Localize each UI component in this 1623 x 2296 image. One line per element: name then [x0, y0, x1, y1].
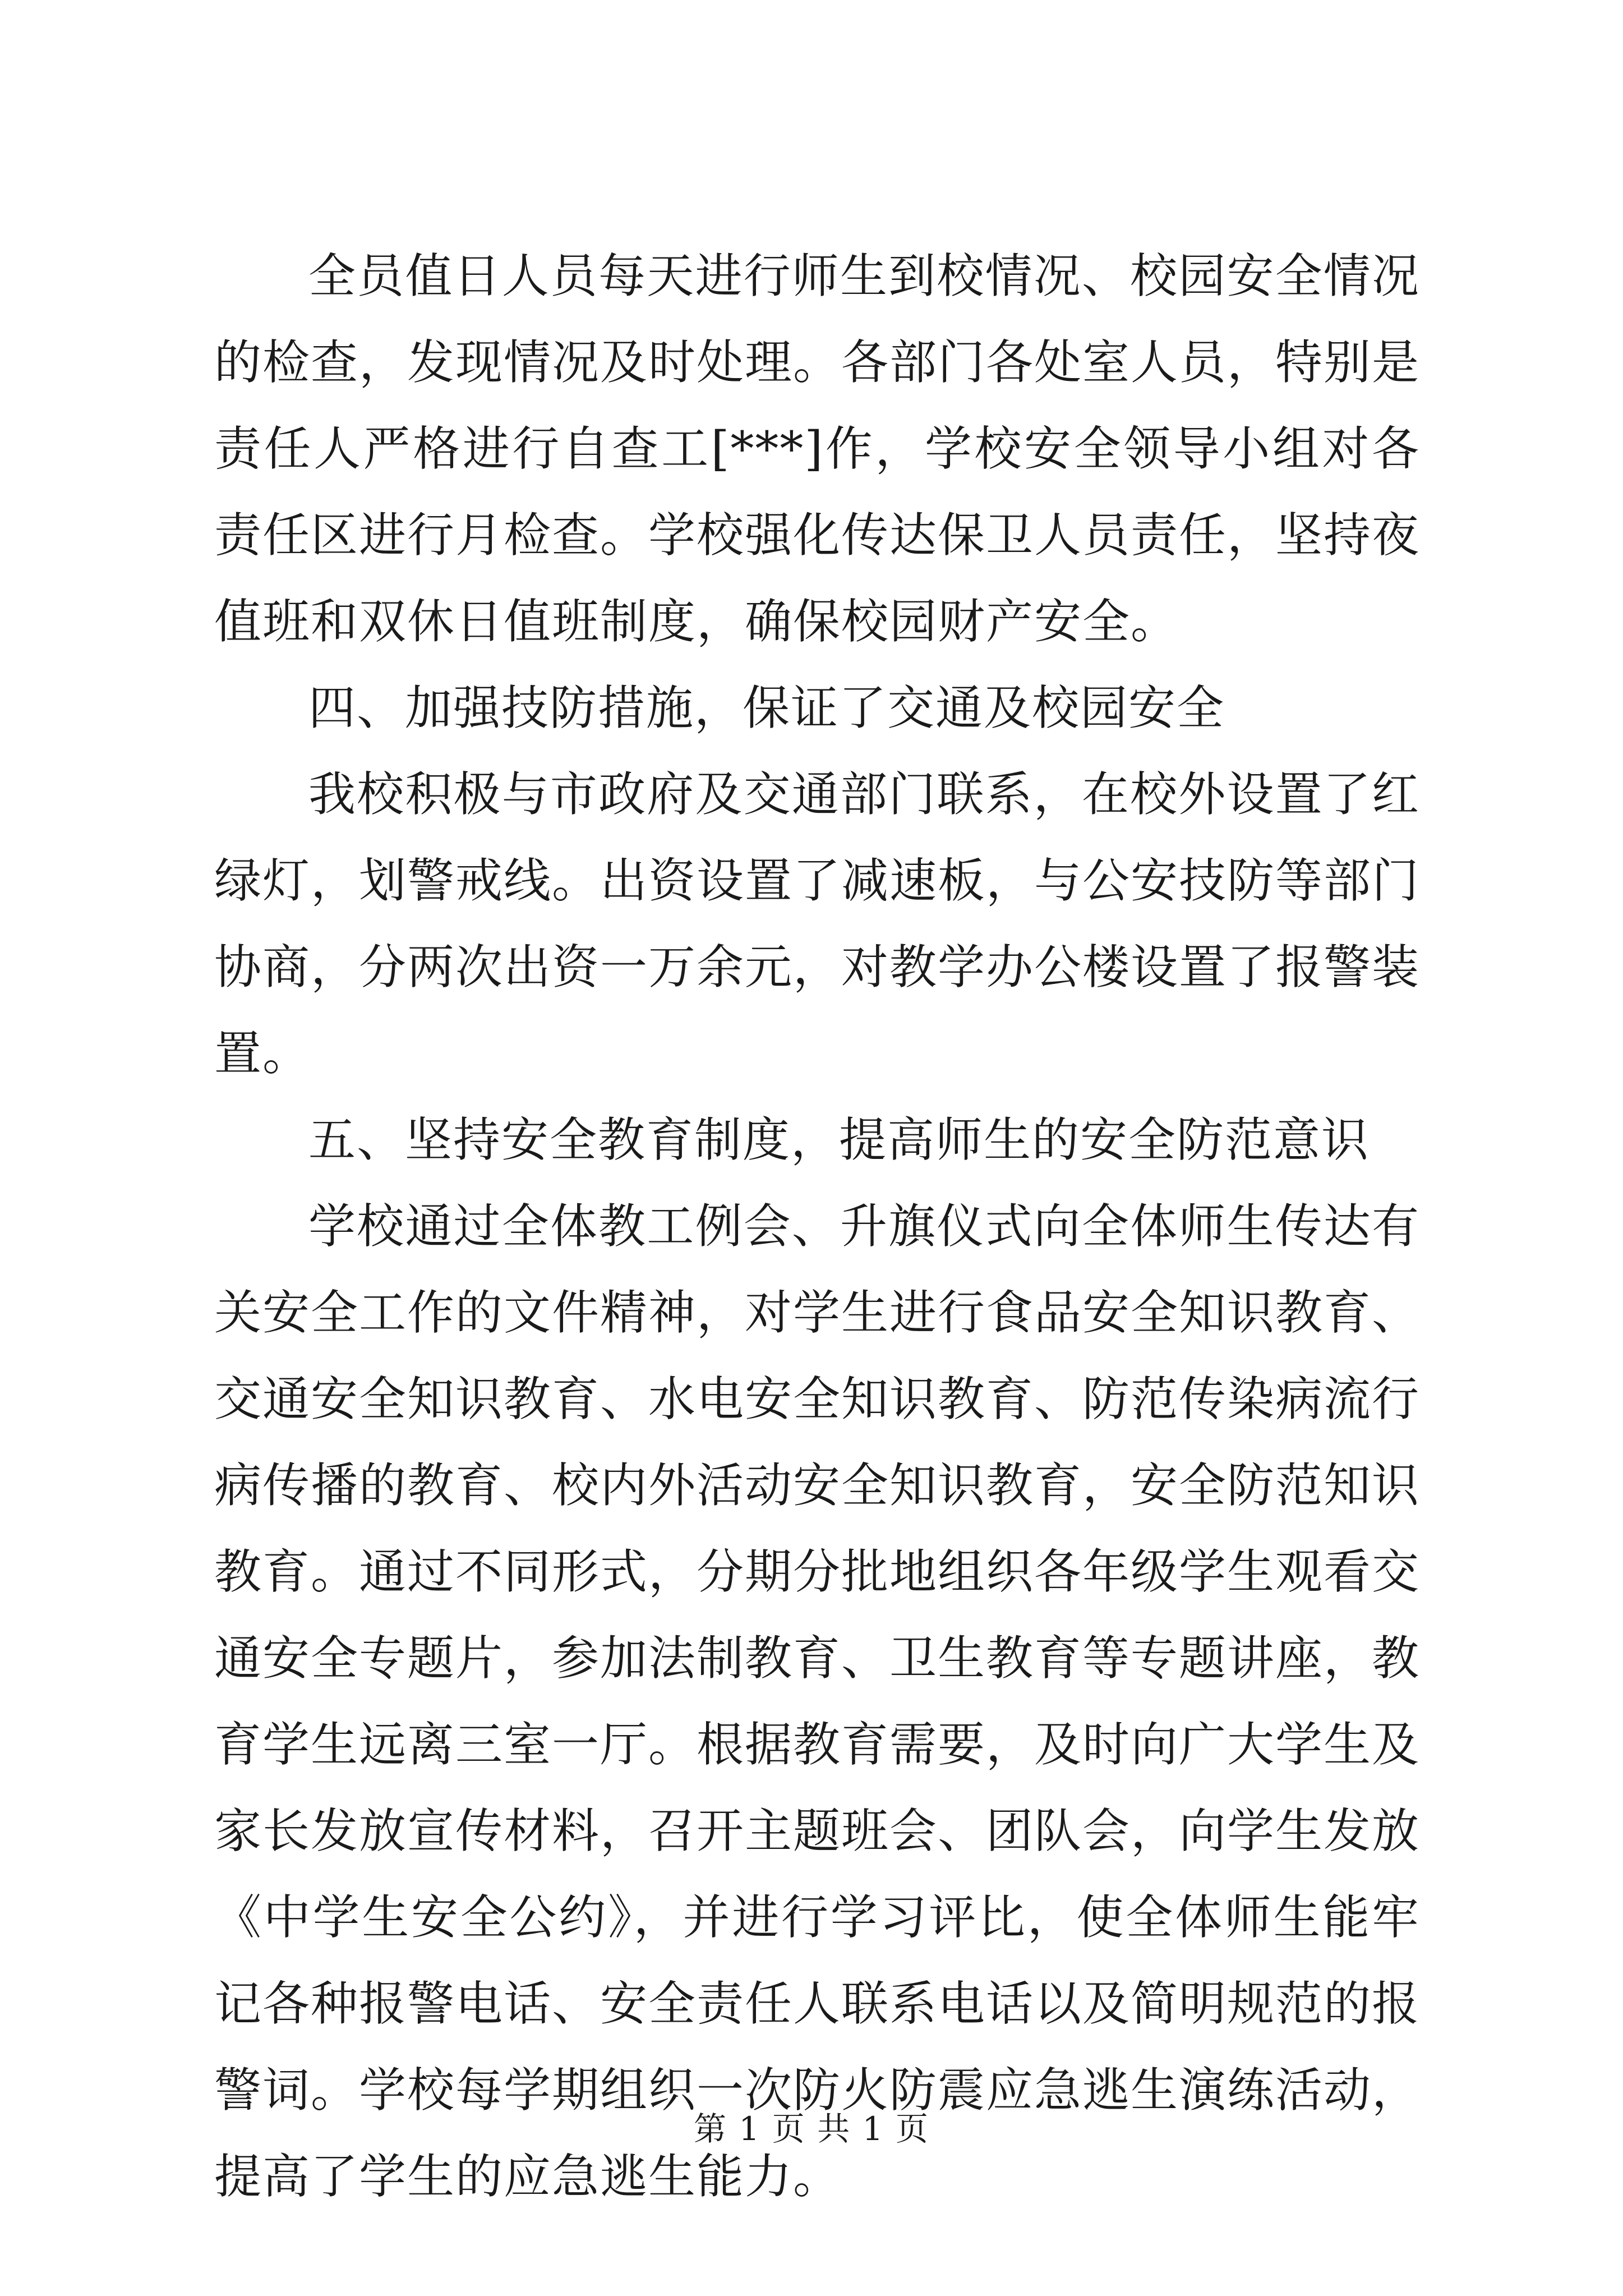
- section-heading-technical-defense: 四、加强技防措施，保证了交通及校园安全: [308, 680, 1225, 735]
- page-number-footer: 第 1 页 共 1 页: [694, 2110, 929, 2148]
- paragraph-safety-education: 学校通过全体教工例会、升旗仪式向全体师生传达有关安全工作的文件精神，对学生进行食品安全知识教育、交通安全知识教育、水电安全知识教育、防范传染病流行病传播的教育、校内外活动安全知识教育，安全防范知识教育。通过不同形式，分期分批地组织各年级学生观看交通安全专题片，参加法制教育、卫生教育等专题讲座，教育学生远离三室一厅。根据教育需要，及时向广大学生及家长发放宣传材料，召开主题班会、团队会，向学生发放《中学生安全公约》，并进行学习评比，使全体师生能牢记各种报警电话、安全责任人联系电话以及简明规范的报警词。学校每学期组织一次防火防震应急逃生演练活动，提高了学生的应急逃生能力。: [214, 1199, 1421, 2204]
- paragraph-duty-inspection: 全员值日人员每天进行师生到校情况、校园安全情况的检查，发现情况及时处理。各部门各处室人员，特别是责任人严格进行自查工[***]作，学校安全领导小组对各责任区进行月检查。学校强化传达保卫人员责任，坚持夜值班和双休日值班制度，确保校园财产安全。: [214, 249, 1421, 649]
- document-body: [214, 233, 1420, 2220]
- section-heading-safety-education: 五、坚持安全教育制度，提高师生的安全防范意识: [308, 1112, 1370, 1167]
- paragraph-traffic-measures: 我校积极与市政府及交通部门联系，在校外设置了红绿灯，划警戒线。出资设置了减速板，与公安技防等部门协商，分两次出资一万余元，对教学办公楼设置了报警装置。: [214, 767, 1421, 1081]
